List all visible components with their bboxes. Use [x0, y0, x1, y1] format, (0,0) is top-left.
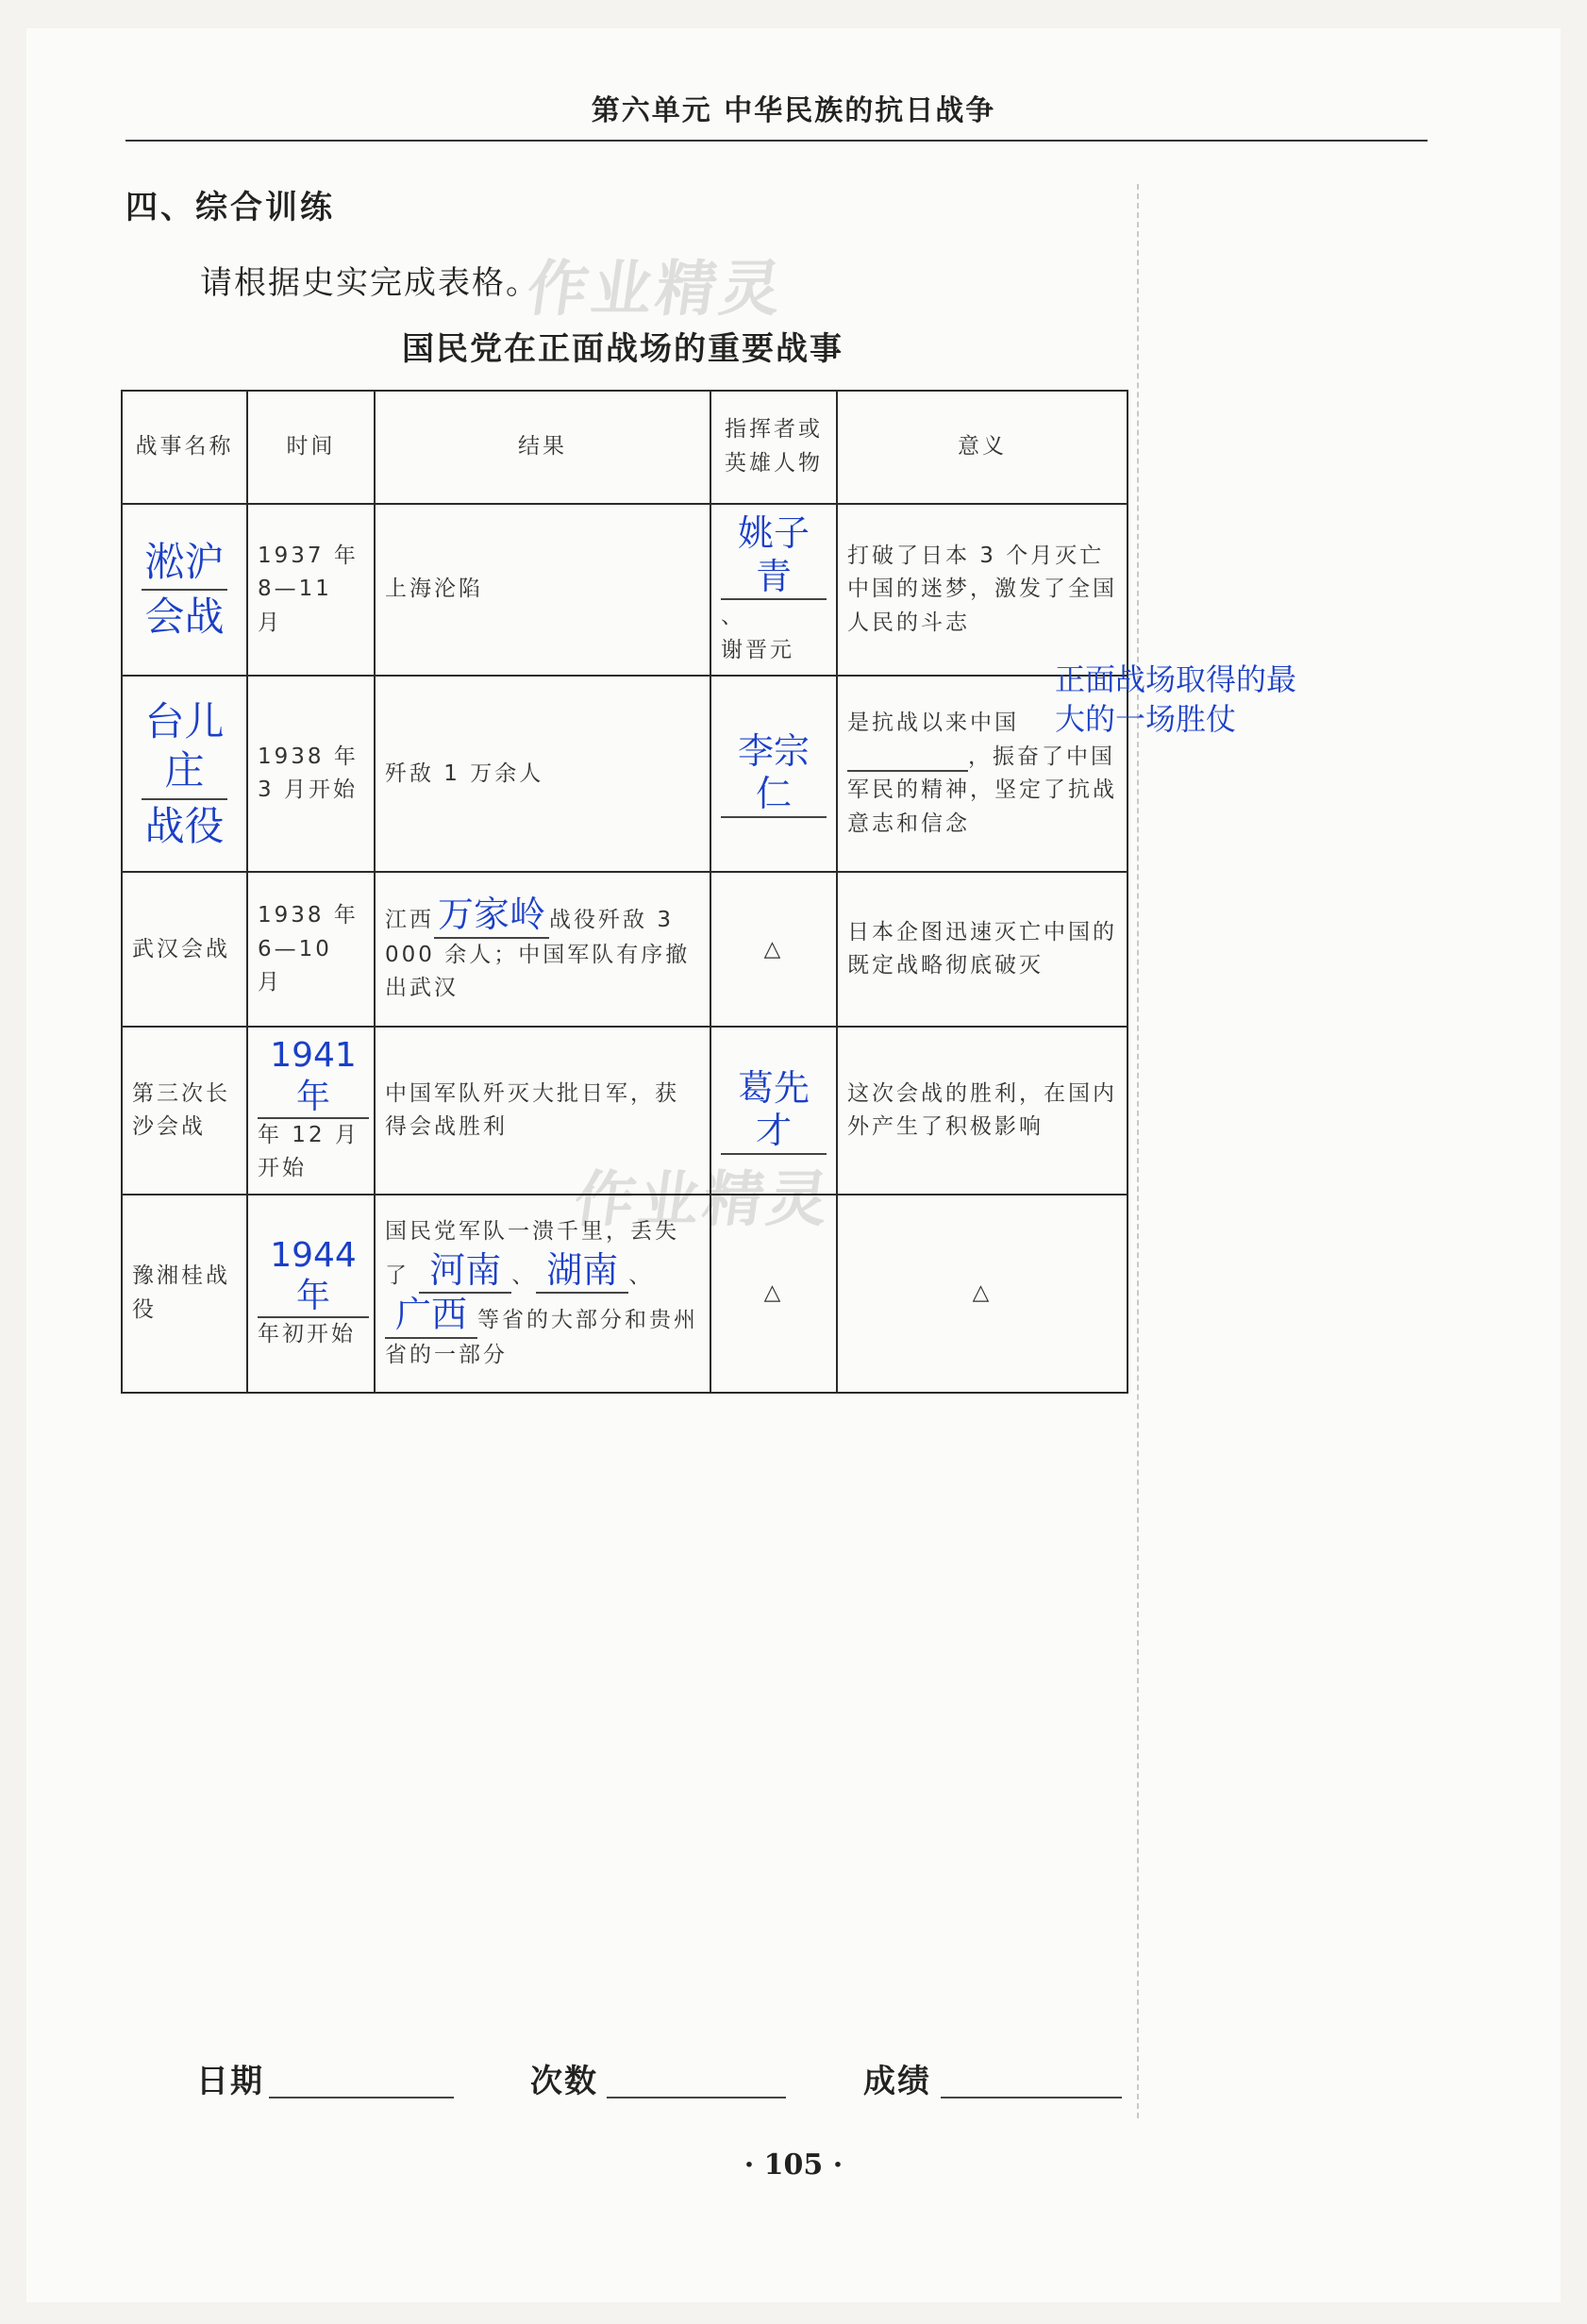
- table-row: [122, 504, 1128, 676]
- unit-header: 第六单元 中华民族的抗日战争: [591, 94, 996, 127]
- battle-name-fill[interactable]: 战役: [144, 802, 225, 849]
- battle-commander-cell: 姚子青、 谢晋元: [710, 504, 837, 676]
- battle-time: 1938 年 6—10 月: [247, 872, 375, 1027]
- col-header-time: 时间: [247, 391, 375, 504]
- battle-significance: 这次会战的胜利，在国内外产生了积极影响: [837, 1027, 1128, 1195]
- page-number: · 105 ·: [743, 2148, 844, 2182]
- battle-name-fill[interactable]: 会战: [144, 594, 225, 641]
- battle-name: 豫湘桂战役: [122, 1195, 247, 1393]
- table-title: 国民党在正面战场的重要战事: [402, 330, 844, 368]
- battle-significance-cell: 是抗战以来中国 ，振奋了中国军民的精神，坚定了抗战意志和信念: [837, 676, 1128, 872]
- table-row: [122, 872, 1128, 1027]
- commander-fill[interactable]: 李宗仁: [721, 730, 827, 818]
- triangle-mark: △: [837, 1195, 1128, 1393]
- battle-significance: 日本企图迅速灭亡中国的既定战略彻底破灭: [837, 872, 1128, 1027]
- commander-extra: 谢晋元: [721, 637, 794, 662]
- province-fill[interactable]: 河南: [419, 1249, 511, 1295]
- battle-commander-cell: [710, 1027, 837, 1195]
- battle-result-cell: 国民党军队一溃千里，丢失了 河南 、 湖南 、 广西 等省的大部分和贵州省的一部分: [375, 1195, 710, 1393]
- date-input-line[interactable]: [269, 2097, 454, 2098]
- battle-result-cell: 江西 万家岭 战役歼敌 3 000 余人；中国军队有序撤出武汉: [375, 872, 710, 1027]
- battle-time-cell: 1941年 年 12 月开始: [247, 1027, 375, 1195]
- col-header-result: 结果: [375, 391, 710, 504]
- commander-fill[interactable]: 葛先才: [721, 1067, 827, 1155]
- battle-result: 上海沦陷: [375, 504, 710, 676]
- watermark-middle: 作业精灵: [569, 1165, 837, 1235]
- battle-name-fill[interactable]: 台儿庄: [144, 697, 225, 794]
- score-label: 成绩: [863, 2063, 931, 2100]
- watermark-top: 作业精灵: [522, 255, 790, 325]
- section-title: 四、综合训练: [125, 189, 335, 226]
- col-header-commander: 指挥者或英雄人物: [710, 391, 837, 504]
- count-label: 次数: [530, 2063, 598, 2100]
- battle-result: 歼敌 1 万余人: [375, 676, 710, 872]
- battle-time: 1938 年 3 月开始: [247, 676, 375, 872]
- battle-significance: 打破了日本 3 个月灭亡中国的迷梦，激发了全国人民的斗志: [837, 504, 1128, 676]
- instruction-text: 请根据史实完成表格。: [200, 264, 540, 302]
- battle-time: 1937 年 8—11 月: [247, 504, 375, 676]
- table-header-row: [122, 391, 1128, 504]
- header-divider: [125, 140, 1428, 142]
- count-input-line[interactable]: [607, 2097, 786, 2098]
- col-header-name: 战事名称: [122, 391, 247, 504]
- margin-divider: [1137, 184, 1139, 2118]
- result-fill[interactable]: 万家岭: [434, 894, 549, 939]
- score-input-line[interactable]: [941, 2097, 1122, 2098]
- battle-name-cell: [122, 504, 247, 676]
- battle-result: 中国军队歼灭大批日军，获得会战胜利: [375, 1027, 710, 1195]
- battle-name: 第三次长沙会战: [122, 1027, 247, 1195]
- battle-commander-cell: [710, 676, 837, 872]
- time-fill[interactable]: 1941年: [258, 1035, 369, 1118]
- province-fill[interactable]: 广西: [385, 1294, 477, 1339]
- battle-name-fill[interactable]: 淞沪: [144, 538, 225, 585]
- battle-time-cell: 1944年 年初开始: [247, 1195, 375, 1393]
- commander-fill[interactable]: 姚子青: [721, 512, 827, 600]
- date-label: 日期: [196, 2063, 264, 2100]
- significance-handwritten-answer[interactable]: 正面战场取得的最大的一场胜仗: [1055, 661, 1297, 737]
- time-fill[interactable]: 1944年: [258, 1235, 369, 1318]
- triangle-mark: △: [710, 1195, 837, 1393]
- battle-name-cell: [122, 676, 247, 872]
- table-row: [122, 1027, 1128, 1195]
- battle-name: 武汉会战: [122, 872, 247, 1027]
- province-fill[interactable]: 湖南: [536, 1249, 628, 1295]
- triangle-mark: △: [710, 872, 837, 1027]
- table-row: [122, 1195, 1128, 1393]
- col-header-significance: 意义: [837, 391, 1128, 504]
- table-row: [122, 676, 1128, 872]
- battles-table: [121, 390, 1128, 1394]
